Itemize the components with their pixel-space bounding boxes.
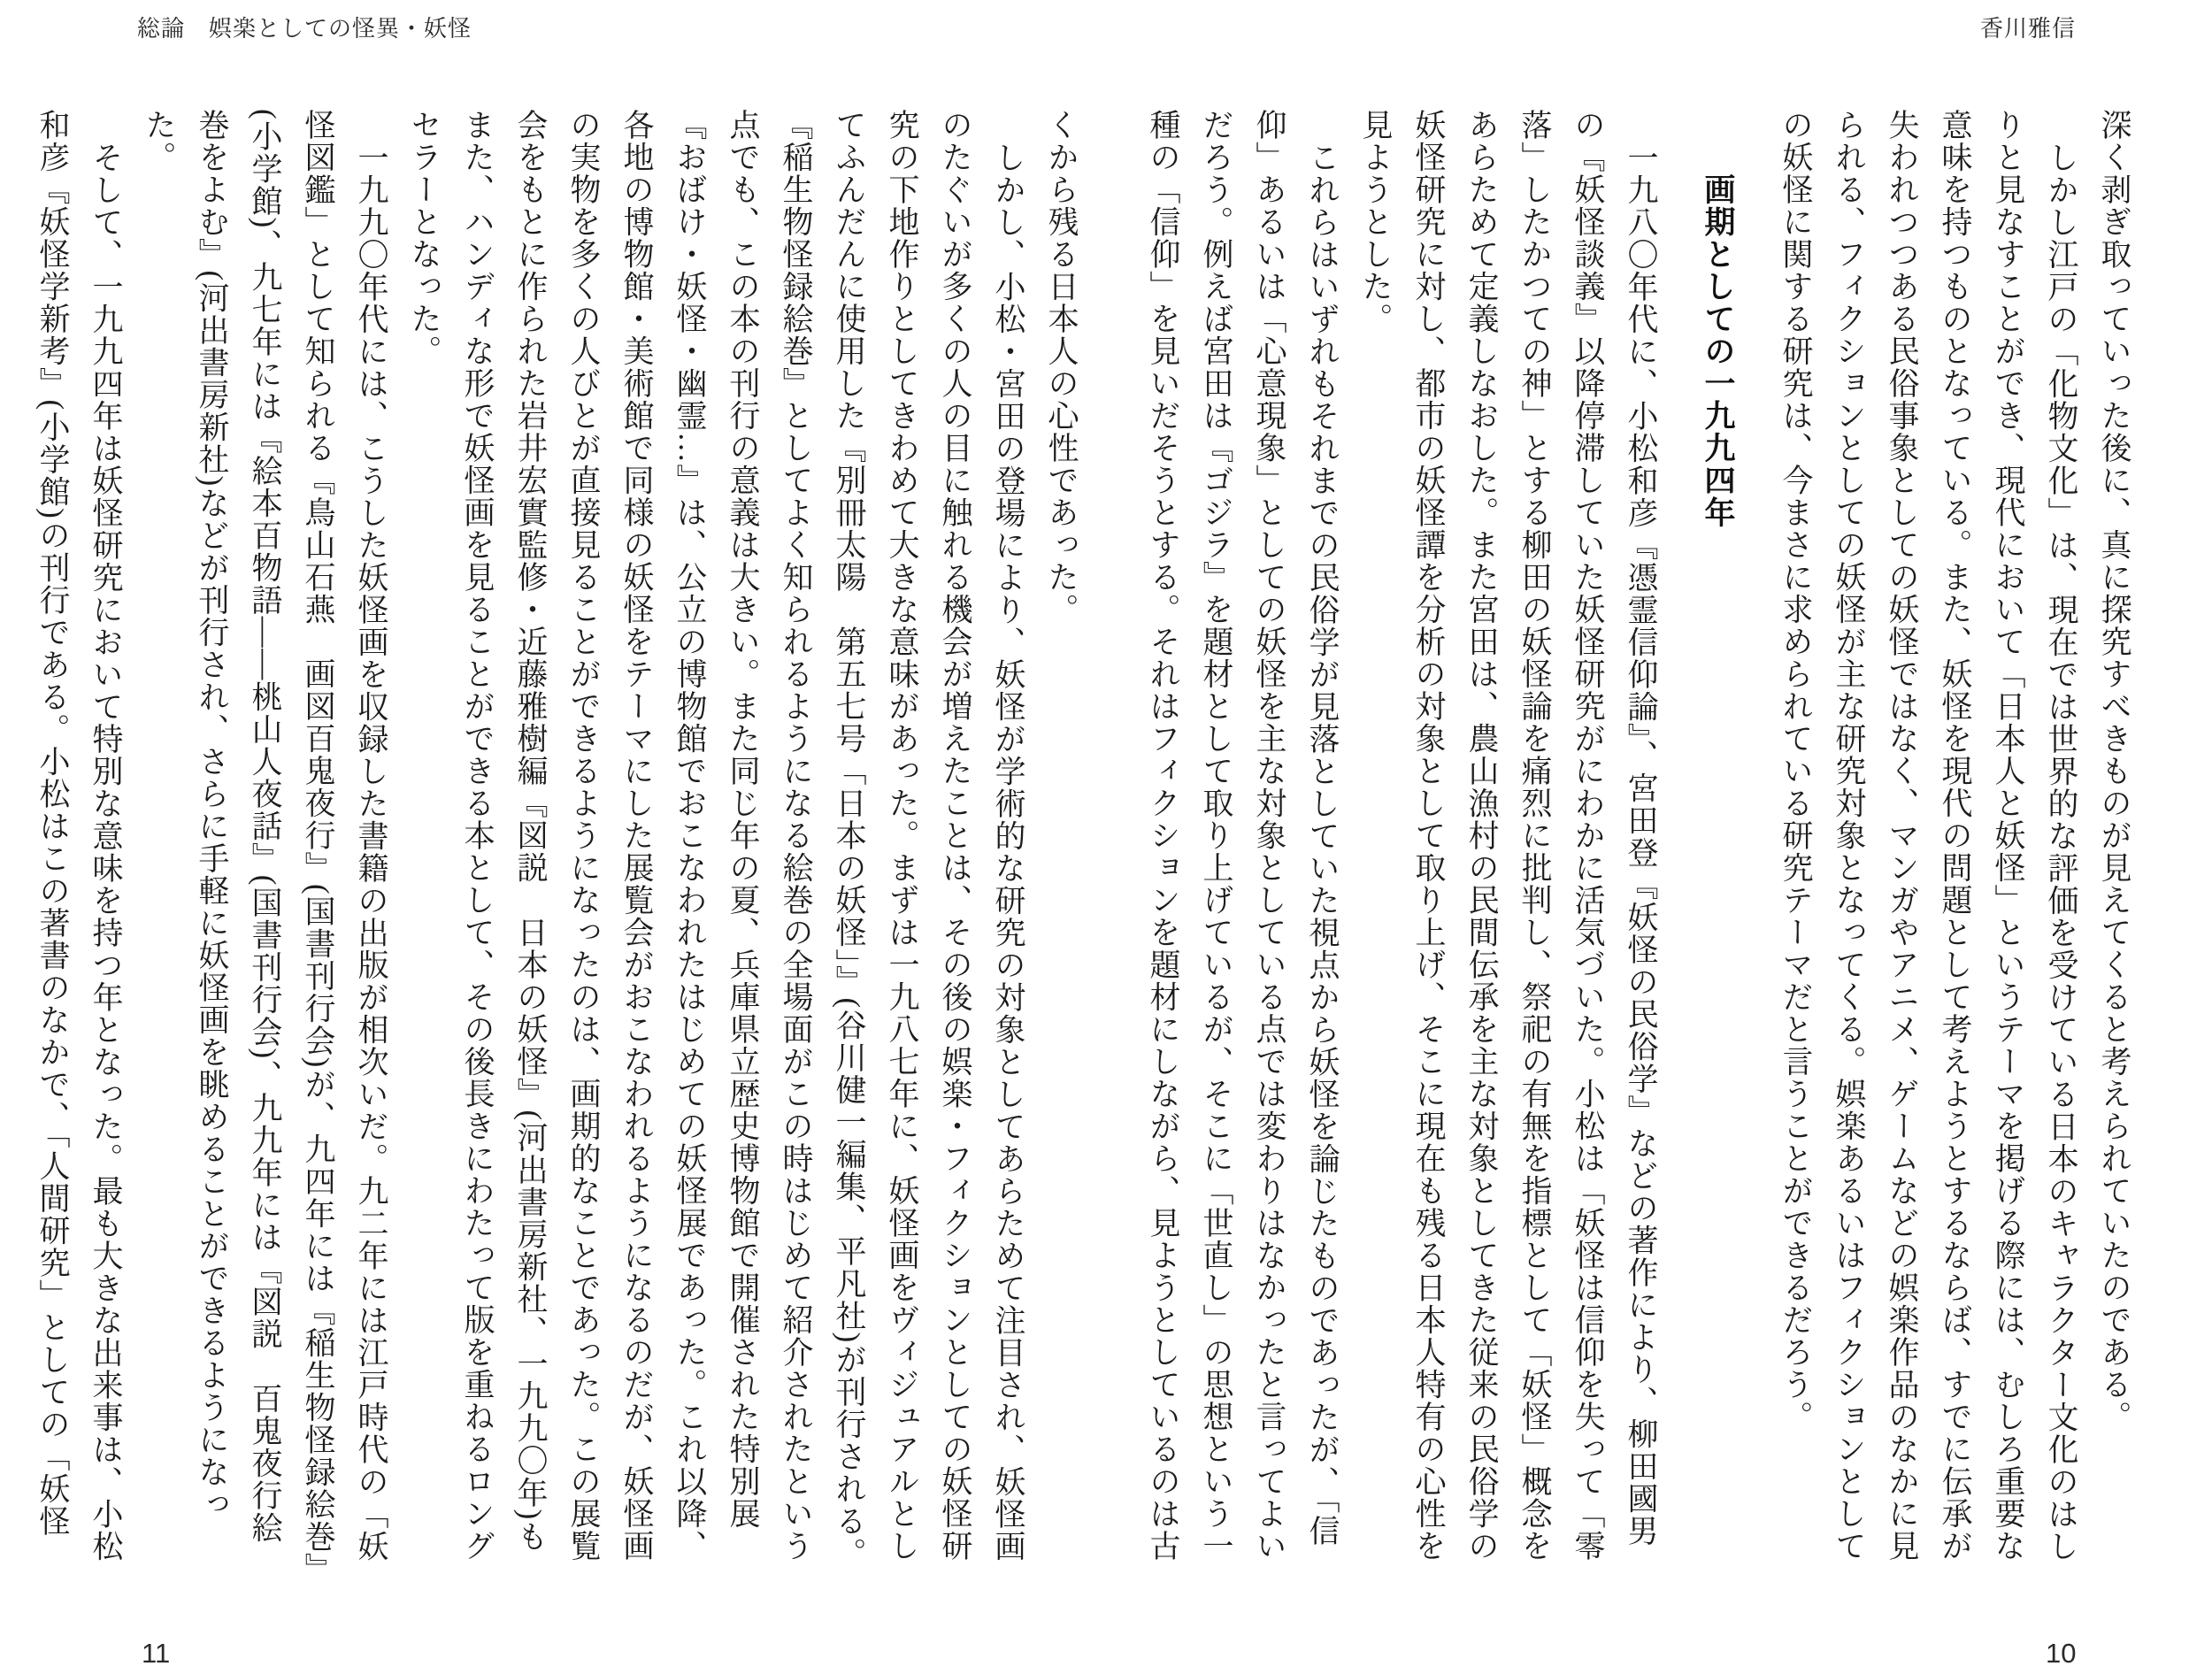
paragraph: しかし江戸の「化物文化」は、現在では世界的な評価を受けている日本のキャラクター文化のはしりと見なすことができ、現代において「日本人と妖怪」というテーマを掲げる際には、むしろ重要な意味を持つものとなっている。また、妖怪を現代の問題として考えようとするならば、すでに伝承が失われつつある民俗事象としての妖怪ではなく、マンガやアニメ、ゲームなどの娯楽作品のなかに見られる、フィクションとしての妖怪が主な研究対象となってくる。娯楽あるいはフィクションとしての妖怪に関する研究は、今まさに求められている研究テーマだと言うことができるだろう。 <box>1778 109 2078 1563</box>
paragraph: 一九八〇年代に、小松和彦『憑霊信仰論』、宮田登『妖怪の民俗学』などの著作により、柳田國男の『妖怪談義』以降停滞していた妖怪研究がにわかに活気づいた。小松は「妖怪は信仰を失って「零落」したかつての神」とする柳田の妖怪論を痛烈に批判し、祭祀の有無を指標として「妖怪」概念をあらためて定義しなおした。また宮田は、農山漁村の民間伝承を主な対象としてきた従来の民俗学の妖怪研究に対し、都市の妖怪譚を分析の対象として取り上げ、そこに現在も残る日本人特有の心性を見ようとした。 <box>1358 109 1658 1563</box>
page-number-right: 10 <box>2046 1638 2077 1669</box>
paragraph: くから残る日本人の心性であった。 <box>1044 109 1079 626</box>
right-page-text-block <box>1136 109 2140 1570</box>
paragraph: 深く剥ぎ取っていった後に、真に探究すべきものが見えてくると考えられていたのである。 <box>2097 109 2131 1433</box>
paragraph: そして、一九九四年は妖怪研究において特別な意味を持つ年となった。最も大きな出来事は、小松和彦『妖怪学新考』(小学館)の刊行である。小松はこの著書のなかで、「人間研究」としての「妖怪 <box>35 109 123 1563</box>
paragraph: 一九九〇年代には、こうした妖怪画を収録した書籍の出版が相次いだ。九二年には江戸時代の「妖怪図鑑」として知られる『鳥山石燕 画図百鬼夜行』(国書刊行会)が、九四年には『稲生物怪録絵巻』(小学館)、九七年には『絵本百物語――桃山人夜話』(国書刊行会)、九九年には『図説 百鬼夜行絵巻をよむ』(河出書房新社)などが刊行され、さらに手軽に妖怪画を眺めることができるようになった。 <box>142 109 388 1570</box>
section-heading: 画期としての一九九四年 <box>1701 173 1735 529</box>
paragraph: しかし、小松・宮田の登場により、妖怪が学術的な研究の対象としてあらためて注目され、妖怪画のたぐいが多くの人の目に触れる機会が増えたことは、その後の娯楽・フィクションとしての妖怪研究の下地作りとしてきわめて大きな意味があった。まずは一九八七年に、妖怪画をヴィジュアルとしてふんだんに使用した『別冊太陽 第五七号「日本の妖怪」』(谷川健一編集、平凡社)が刊行される。『稲生物怪録絵巻』としてよく知られるようになる絵巻の全場面がこの時はじめて紹介されたという点でも、この本の刊行の意義は大きい。また同じ年の夏、兵庫県立歴史博物館で開催された特別展『おばけ・妖怪・幽霊…』は、公立の博物館でおこなわれたはじめての妖怪展であった。これ以降、各地の博物館・美術館で同様の妖怪をテーマにした展覧会がおこなわれるようになるのだが、妖怪画の実物を多くの人びとが直接見ることができるようになったのは、画期的なことであった。この展覧会をもとに作られた岩井宏實監修・近藤雅樹編『図説 日本の妖怪』(河出書房新社、一九九〇年)もまた、ハンディな形で妖怪画を見ることができる本として、その後長きにわたって版を重ねるロングセラーとなった。 <box>407 109 1025 1570</box>
running-head-author: 香川雅信 <box>1980 15 2077 42</box>
left-page-text-block <box>35 109 1087 1570</box>
running-head-left: 総論 娯楽としての怪異・妖怪 <box>137 15 472 42</box>
page-number-left: 11 <box>142 1638 171 1669</box>
paragraph: これらはいずれもそれまでの民俗学が見落としていた視点から妖怪を論じたものであったが、「信仰」あるいは「心意現象」としての妖怪を主な対象としている点では変わりはなかったと言ってよいだろう。例えば宮田は『ゴジラ』を題材として取り上げているが、そこに「世直し」の思想という一種の「信仰」を見いだそうとする。それはフィクションを題材にしながら、見ようとしているのは古 <box>1146 109 1340 1563</box>
